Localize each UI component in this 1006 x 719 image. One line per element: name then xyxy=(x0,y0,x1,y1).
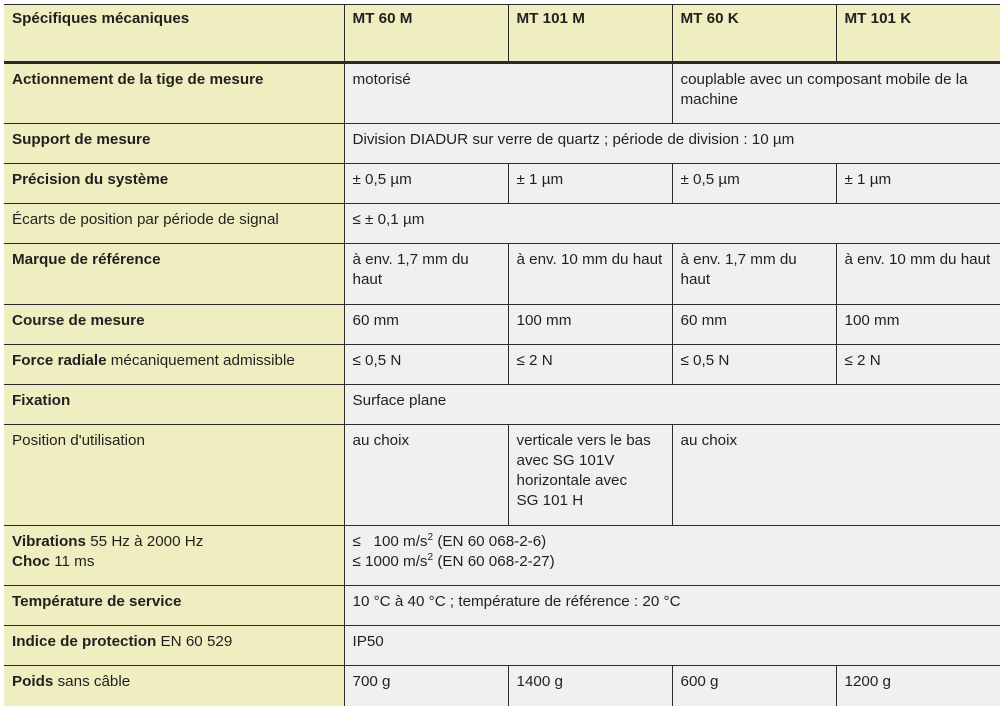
row-label xyxy=(4,63,344,124)
table-cell: à env. 10 mm du haut xyxy=(508,244,672,305)
label-bold: Température de service xyxy=(12,593,182,610)
label-bold: Indice de protection xyxy=(12,633,157,650)
table-row xyxy=(4,586,1000,626)
row-label xyxy=(4,666,344,706)
table-cell xyxy=(344,526,1000,586)
superscript: 2 xyxy=(427,552,434,563)
label-rest: EN 60 529 xyxy=(156,633,233,650)
table-cell: à env. 1,7 mm du haut xyxy=(344,244,508,305)
value-text: ≤ 100 m/s xyxy=(352,533,428,550)
table-cell: au choix xyxy=(344,425,508,526)
table-row xyxy=(4,425,1000,526)
label-rest: 11 ms xyxy=(49,553,95,570)
label-bold: Support de mesure xyxy=(12,131,151,148)
row-label xyxy=(4,305,344,345)
table-row xyxy=(4,244,1000,305)
label-rest: mécaniquement admissible xyxy=(106,352,295,369)
label-rest: 55 Hz à 2000 Hz xyxy=(86,533,204,550)
table-cell: 1200 g xyxy=(836,666,1000,706)
superscript: 2 xyxy=(427,532,434,543)
table-row xyxy=(4,385,1000,425)
specs-table xyxy=(4,4,1000,706)
table-cell: couplable avec un composant mobile de la machine xyxy=(672,63,1000,124)
table-cell: ≤ 0,5 N xyxy=(672,345,836,385)
cell-line: SG 101 H xyxy=(516,492,584,509)
table-row xyxy=(4,204,1000,244)
table-cell: Surface plane xyxy=(344,385,1000,425)
row-label: Écarts de position par période de signal xyxy=(4,204,344,244)
cell-line: avec SG 101V xyxy=(516,452,615,469)
table-cell: à env. 10 mm du haut xyxy=(836,244,1000,305)
table-cell: 700 g xyxy=(344,666,508,706)
value-text: ≤ 1000 m/s xyxy=(352,553,428,570)
row-label xyxy=(4,345,344,385)
value-text: (EN 60 068-2-27) xyxy=(433,553,555,570)
label-bold: Force radiale xyxy=(12,352,107,369)
header-col-mt60m: MT 60 M xyxy=(344,5,508,63)
table-cell: ± 0,5 µm xyxy=(344,164,508,204)
table-row xyxy=(4,345,1000,385)
header-title: Spécifiques mécaniques xyxy=(4,5,344,63)
header-col-mt101m: MT 101 M xyxy=(508,5,672,63)
row-label xyxy=(4,244,344,305)
cell-line xyxy=(353,552,993,572)
table-cell: ≤ 2 N xyxy=(836,345,1000,385)
table-cell: 100 mm xyxy=(836,305,1000,345)
header-col-mt60k: MT 60 K xyxy=(672,5,836,63)
table-cell: 60 mm xyxy=(672,305,836,345)
label-bold: Vibrations xyxy=(12,533,86,550)
table-cell: motorisé xyxy=(344,63,672,124)
table-cell: ≤ 2 N xyxy=(508,345,672,385)
label-bold: Choc xyxy=(12,553,50,570)
table-row xyxy=(4,164,1000,204)
row-label xyxy=(4,626,344,666)
row-label xyxy=(4,586,344,626)
table-cell: Division DIADUR sur verre de quartz ; période de division : 10 µm xyxy=(344,124,1000,164)
table-cell: au choix xyxy=(672,425,1000,526)
table-cell: ≤ 0,5 N xyxy=(344,345,508,385)
table-cell: à env. 1,7 mm du haut xyxy=(672,244,836,305)
table-row xyxy=(4,526,1000,586)
label-bold: Précision du système xyxy=(12,171,169,188)
cell-line: verticale vers le bas xyxy=(516,432,651,449)
table-row xyxy=(4,626,1000,666)
table-cell: ± 1 µm xyxy=(508,164,672,204)
label-bold: Actionnement de la tige de mesure xyxy=(12,71,264,88)
table-row xyxy=(4,124,1000,164)
label-line xyxy=(12,552,336,572)
table-cell: 10 °C à 40 °C ; température de référence : 20 °C xyxy=(344,586,1000,626)
label-rest: sans câble xyxy=(53,673,131,690)
label-line xyxy=(12,532,336,552)
row-label xyxy=(4,164,344,204)
label-bold: Course de mesure xyxy=(12,312,145,329)
table-row xyxy=(4,63,1000,124)
label-bold: Poids xyxy=(12,673,54,690)
table-row xyxy=(4,666,1000,706)
table-cell: 1400 g xyxy=(508,666,672,706)
label-bold: Marque de référence xyxy=(12,251,161,268)
row-label xyxy=(4,124,344,164)
table-cell: ≤ ± 0,1 µm xyxy=(344,204,1000,244)
table-cell xyxy=(508,425,672,526)
row-label: Position d'utilisation xyxy=(4,425,344,526)
table-cell: ± 0,5 µm xyxy=(672,164,836,204)
cell-line: horizontale avec xyxy=(516,472,628,489)
row-label xyxy=(4,385,344,425)
table-cell: 100 mm xyxy=(508,305,672,345)
value-text: (EN 60 068-2-6) xyxy=(433,533,547,550)
row-label xyxy=(4,526,344,586)
table-cell: IP50 xyxy=(344,626,1000,666)
table-row xyxy=(4,305,1000,345)
label-bold: Fixation xyxy=(12,392,71,409)
table-cell: 600 g xyxy=(672,666,836,706)
header-row xyxy=(4,5,1000,63)
cell-line xyxy=(353,532,993,552)
table-cell: 60 mm xyxy=(344,305,508,345)
table-cell: ± 1 µm xyxy=(836,164,1000,204)
header-col-mt101k: MT 101 K xyxy=(836,5,1000,63)
